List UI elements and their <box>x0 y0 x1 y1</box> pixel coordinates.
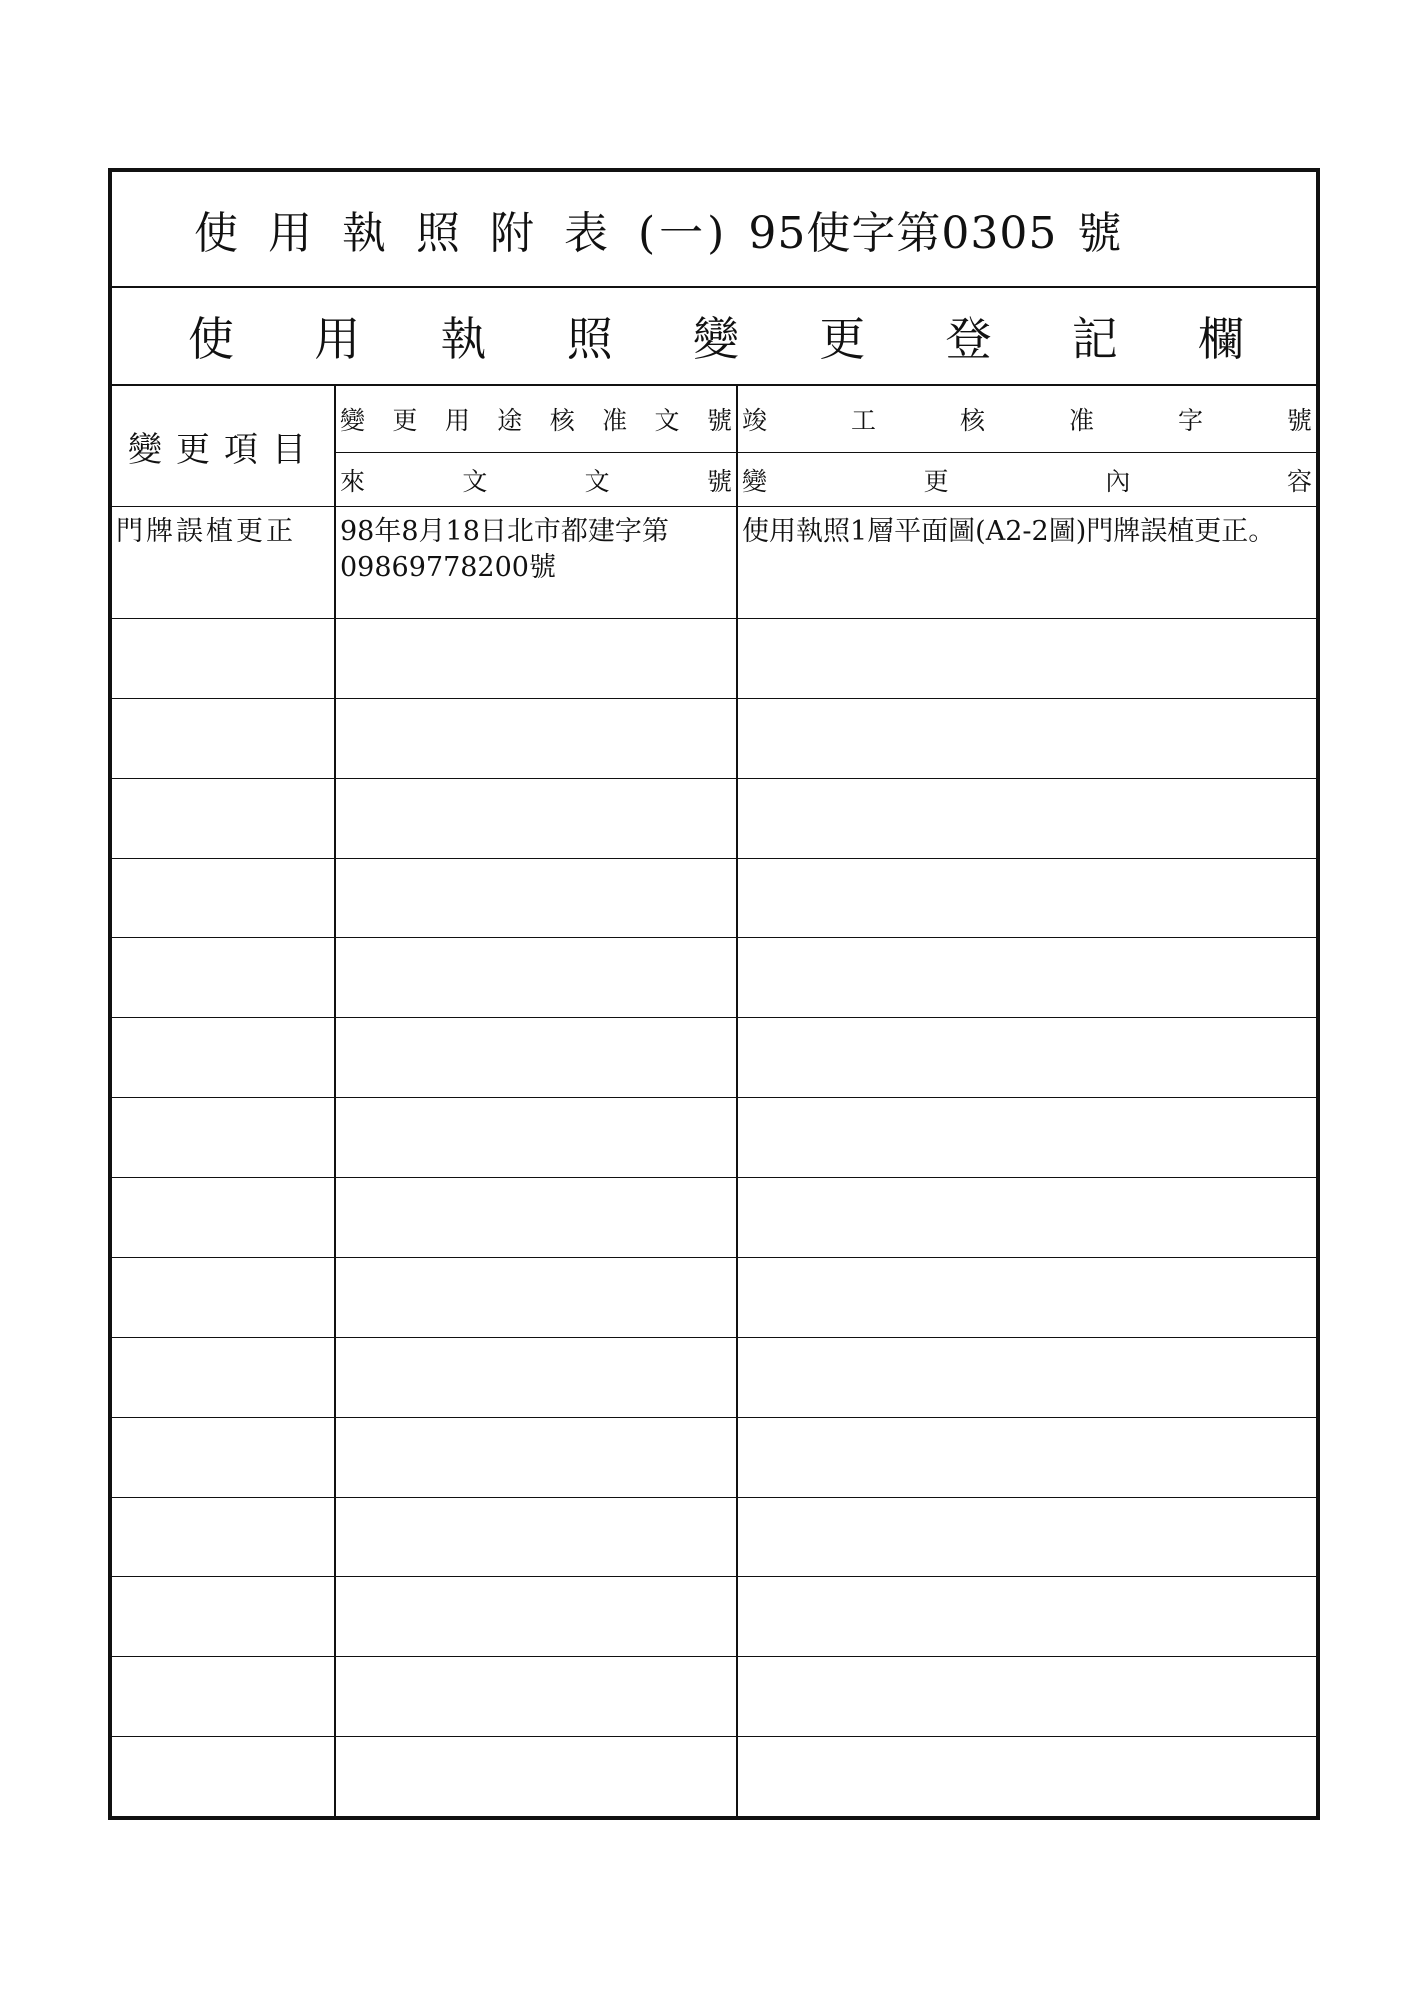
row-line <box>112 1177 1316 1178</box>
row-line <box>112 1576 1316 1577</box>
header-bottom-line <box>112 506 1316 507</box>
subtitle-char: 登 <box>945 312 992 366</box>
header-char: 號 <box>706 467 732 496</box>
subtitle-char: 更 <box>819 312 866 366</box>
header-char: 竣 <box>742 406 768 435</box>
title-license-number: 95使字第0305 <box>748 208 1058 259</box>
row-line <box>112 1097 1316 1098</box>
header-approval-number <box>336 386 736 452</box>
row-line <box>112 778 1316 779</box>
header-char: 號 <box>1286 406 1312 435</box>
header-char: 號 <box>706 406 732 435</box>
header-char: 來 <box>340 467 366 496</box>
row-line <box>112 618 1316 619</box>
subtitle-char: 使 <box>188 312 234 366</box>
subtitle-char: 記 <box>1071 312 1118 366</box>
header-document-number <box>336 454 736 506</box>
row-line <box>112 858 1316 859</box>
row-1-change-content: 使用執照1層平面圖(A2-2圖)門牌誤植更正。 <box>742 516 1276 547</box>
row-1-document-number: 98年8月18日北市都建字第09869778200號 <box>340 516 669 583</box>
header-change-content <box>738 454 1316 506</box>
form-frame <box>108 168 1320 1820</box>
header-char: 更 <box>392 406 418 435</box>
subtitle-char: 變 <box>693 312 739 366</box>
subtitle-char: 執 <box>440 312 487 366</box>
header-char: 文 <box>584 467 610 496</box>
title-text: 使用執照附表 <box>194 208 638 259</box>
title-annex-number: (一) <box>638 208 729 259</box>
subtitle-char: 欄 <box>1198 312 1244 366</box>
header-char: 用 <box>444 406 470 435</box>
row-line <box>112 1497 1316 1498</box>
row-line <box>112 1417 1316 1418</box>
header-char: 核 <box>549 406 575 435</box>
header-char: 變 <box>340 406 366 435</box>
title-suffix: 號 <box>1077 208 1126 259</box>
row-line <box>112 698 1316 699</box>
header-char: 字 <box>1177 406 1203 435</box>
header-char: 核 <box>959 406 985 435</box>
row-line <box>112 1257 1316 1258</box>
row-line <box>112 1017 1316 1018</box>
subtitle-char: 用 <box>314 312 361 366</box>
register-table <box>112 386 1316 1816</box>
header-char: 文 <box>654 406 680 435</box>
header-char: 准 <box>1068 406 1094 435</box>
header-char: 工 <box>850 406 876 435</box>
row-1-item: 門牌誤植更正 <box>116 516 296 547</box>
header-divider <box>336 452 1316 453</box>
header-change-item: 變更項目 <box>128 429 320 470</box>
row-line <box>112 1656 1316 1657</box>
header-char: 更 <box>923 467 949 496</box>
header-char: 容 <box>1286 467 1312 496</box>
header-char: 變 <box>742 467 768 496</box>
header-char: 文 <box>462 467 488 496</box>
subtitle-char: 照 <box>566 312 613 366</box>
header-char: 途 <box>497 406 523 435</box>
row-line <box>112 937 1316 938</box>
header-char: 內 <box>1105 467 1131 496</box>
form-title <box>112 172 1316 288</box>
header-completion-number <box>738 386 1316 452</box>
form-subtitle <box>112 288 1316 386</box>
row-line <box>112 1337 1316 1338</box>
row-line <box>112 1736 1316 1737</box>
header-char: 准 <box>602 406 628 435</box>
